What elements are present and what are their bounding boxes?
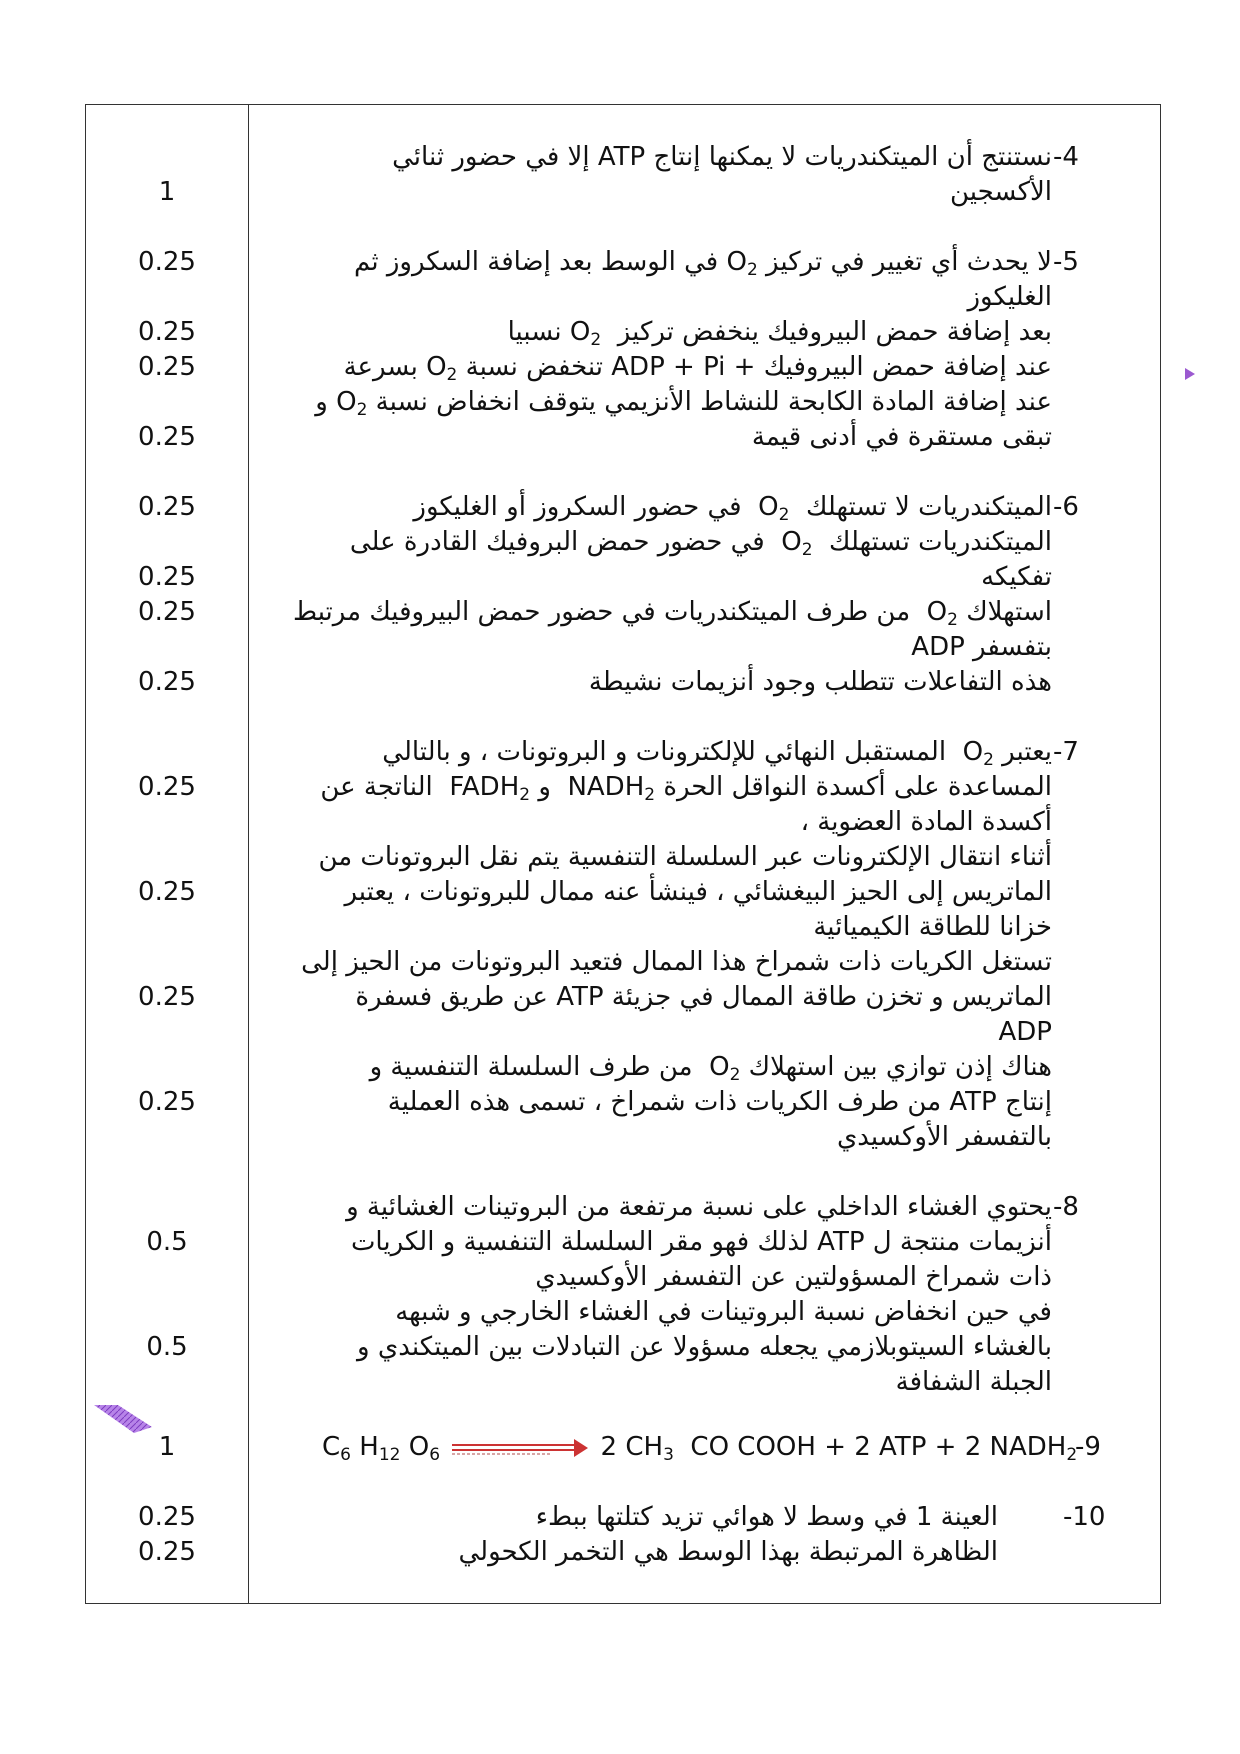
decorative-purple-shape bbox=[94, 1405, 156, 1435]
q5-line-4: عند إضافة حمض البيروفيك + ADP + Pi تنخفض نسبة $O_2$ بسرعة bbox=[343, 352, 1052, 385]
q5-line-5: عند إضافة المادة الكابحة للنشاط الأنزيمي يتوقف انخفاض نسبة $O_2$ و bbox=[315, 387, 1052, 420]
score-q6-c: 0.25 bbox=[138, 597, 196, 627]
score-q5-a: 0.25 bbox=[138, 247, 196, 277]
reaction-arrow-icon bbox=[450, 1437, 590, 1459]
q6-number: -6 bbox=[1053, 492, 1079, 522]
q8-line-5: بالغشاء السيتوبلازمي يجعله مسؤولا عن التبادلات بين الميتكندي و bbox=[357, 1332, 1052, 1362]
q8-number: -8 bbox=[1053, 1192, 1079, 1222]
q10-number: -10 bbox=[1063, 1502, 1106, 1532]
q6-line-3: تفكيكه bbox=[981, 562, 1052, 592]
score-q7-a: 0.25 bbox=[138, 772, 196, 802]
q6-line-1: الميتكندريات لا تستهلك $O_2$ في حضور السكروز أو الغليكوز bbox=[413, 492, 1052, 525]
score-q8-b: 0.5 bbox=[146, 1332, 188, 1362]
q6-line-2: الميتكندريات تستهلك $O_2$ في حضور حمض البروفيك القادرة على bbox=[349, 527, 1052, 560]
q7-line-11: إنتاج ATP من طرف الكريات ذات شمراخ ، تسمى هذه العملية bbox=[387, 1087, 1052, 1117]
column-divider bbox=[248, 104, 249, 1604]
q7-line-4: أثناء انتقال الإلكترونات عبر السلسلة التنفسية يتم نقل البروتونات من bbox=[318, 842, 1052, 872]
q4-line-1: نستنتج أن الميتكندريات لا يمكنها إنتاج ATP إلا في حضور ثنائي bbox=[392, 142, 1052, 172]
q7-line-3: أكسدة المادة العضوية ، bbox=[800, 807, 1052, 837]
q4-number: -4 bbox=[1053, 142, 1079, 172]
score-q10-b: 0.25 bbox=[138, 1537, 196, 1567]
q5-line-1: لا يحدث أي تغيير في تركيز $O_2$ في الوسط بعد إضافة السكروز ثم bbox=[354, 247, 1052, 280]
score-q7-c: 0.25 bbox=[138, 982, 196, 1012]
q7-line-5: الماتريس إلى الحيز البيغشائي ، فينشأ عنه ممال للبروتونات ، يعتبر bbox=[344, 877, 1052, 907]
q5-number: -5 bbox=[1053, 247, 1079, 277]
score-q5-c: 0.25 bbox=[138, 352, 196, 382]
q6-line-4: استهلاك $O_2$ من طرف الميتكندريات في حضور حمض البيروفيك مرتبط bbox=[293, 597, 1052, 630]
q7-line-9: ADP bbox=[998, 1017, 1052, 1047]
q10-line-2: الظاهرة المرتبطة بهذا الوسط هي التخمر الكحولي bbox=[458, 1537, 998, 1567]
q8-line-4: في حين انخفاض نسبة البروتينات في الغشاء الخارجي و شبهه bbox=[395, 1297, 1052, 1327]
q5-line-2: الغليكوز bbox=[967, 282, 1052, 312]
score-q7-b: 0.25 bbox=[138, 877, 196, 907]
q7-line-8: الماتريس و تخزن طاقة الممال في جزيئة ATP عن طريق فسفرة bbox=[355, 982, 1052, 1012]
q5-line-3: بعد إضافة حمض البيروفيك ينخفض تركيز $O_2$ نسبيا bbox=[507, 317, 1052, 350]
q5-line-6: تبقى مستقرة في أدنى قيمة bbox=[751, 422, 1052, 452]
q7-line-7: تستغل الكريات ذات شمراخ هذا الممال فتعيد البروتونات من الحيز إلى bbox=[301, 947, 1052, 977]
score-q4: 1 bbox=[158, 177, 176, 207]
score-q6-b: 0.25 bbox=[138, 562, 196, 592]
q8-line-2: أنزيمات منتجة ل ATP لذلك فهو مقر السلسلة التنفسية و الكريات bbox=[350, 1227, 1052, 1257]
q10-line-1: العينة 1 في وسط لا هوائي تزيد كتلتها ببطء bbox=[535, 1502, 998, 1532]
score-q9: 1 bbox=[158, 1432, 176, 1462]
score-q7-d: 0.25 bbox=[138, 1087, 196, 1117]
q9-number: -9 bbox=[1075, 1432, 1101, 1462]
score-q6-a: 0.25 bbox=[138, 492, 196, 522]
q4-line-2: الأكسجين bbox=[949, 177, 1052, 207]
q8-line-6: الجبلة الشفافة bbox=[895, 1367, 1052, 1397]
score-q8-a: 0.5 bbox=[146, 1227, 188, 1257]
score-q5-d: 0.25 bbox=[138, 422, 196, 452]
score-q5-b: 0.25 bbox=[138, 317, 196, 347]
q7-line-10: هناك إذن توازي بين استهلاك $O_2$ من طرف السلسلة التنفسية و bbox=[369, 1052, 1052, 1085]
q6-line-6: هذه التفاعلات تتطلب وجود أنزيمات نشيطة bbox=[588, 667, 1052, 697]
score-q10-a: 0.25 bbox=[138, 1502, 196, 1532]
q8-line-3: ذات شمراخ المسؤولتين عن التفسفر الأوكسيدي bbox=[535, 1262, 1052, 1292]
q7-line-1: يعتبر $O_2$ المستقبل النهائي للإلكترونات و البروتونات ، و بالتالي bbox=[382, 737, 1052, 770]
q7-line-2: المساعدة على أكسدة النواقل الحرة $NADH_2$ و $FADH_2$ الناتجة عن bbox=[320, 772, 1052, 805]
q7-line-6: خزانا للطاقة الكيميائية bbox=[813, 912, 1052, 942]
q6-line-5: بتفسفر ADP bbox=[911, 632, 1052, 662]
margin-triangle-icon bbox=[1183, 364, 1197, 384]
q7-line-12: بالتفسفر الأوكسيدي bbox=[836, 1122, 1052, 1152]
q7-number: -7 bbox=[1053, 737, 1079, 767]
q8-line-1: يحتوي الغشاء الداخلي على نسبة مرتفعة من البروتينات الغشائية و bbox=[346, 1192, 1052, 1222]
score-q6-d: 0.25 bbox=[138, 667, 196, 697]
q9-equation: $C_6$ $H_{12}$ $O_6$ 2 $CH_3$ CO COOH + 2 ATP + 2 $NADH_2$ bbox=[322, 1432, 1078, 1465]
